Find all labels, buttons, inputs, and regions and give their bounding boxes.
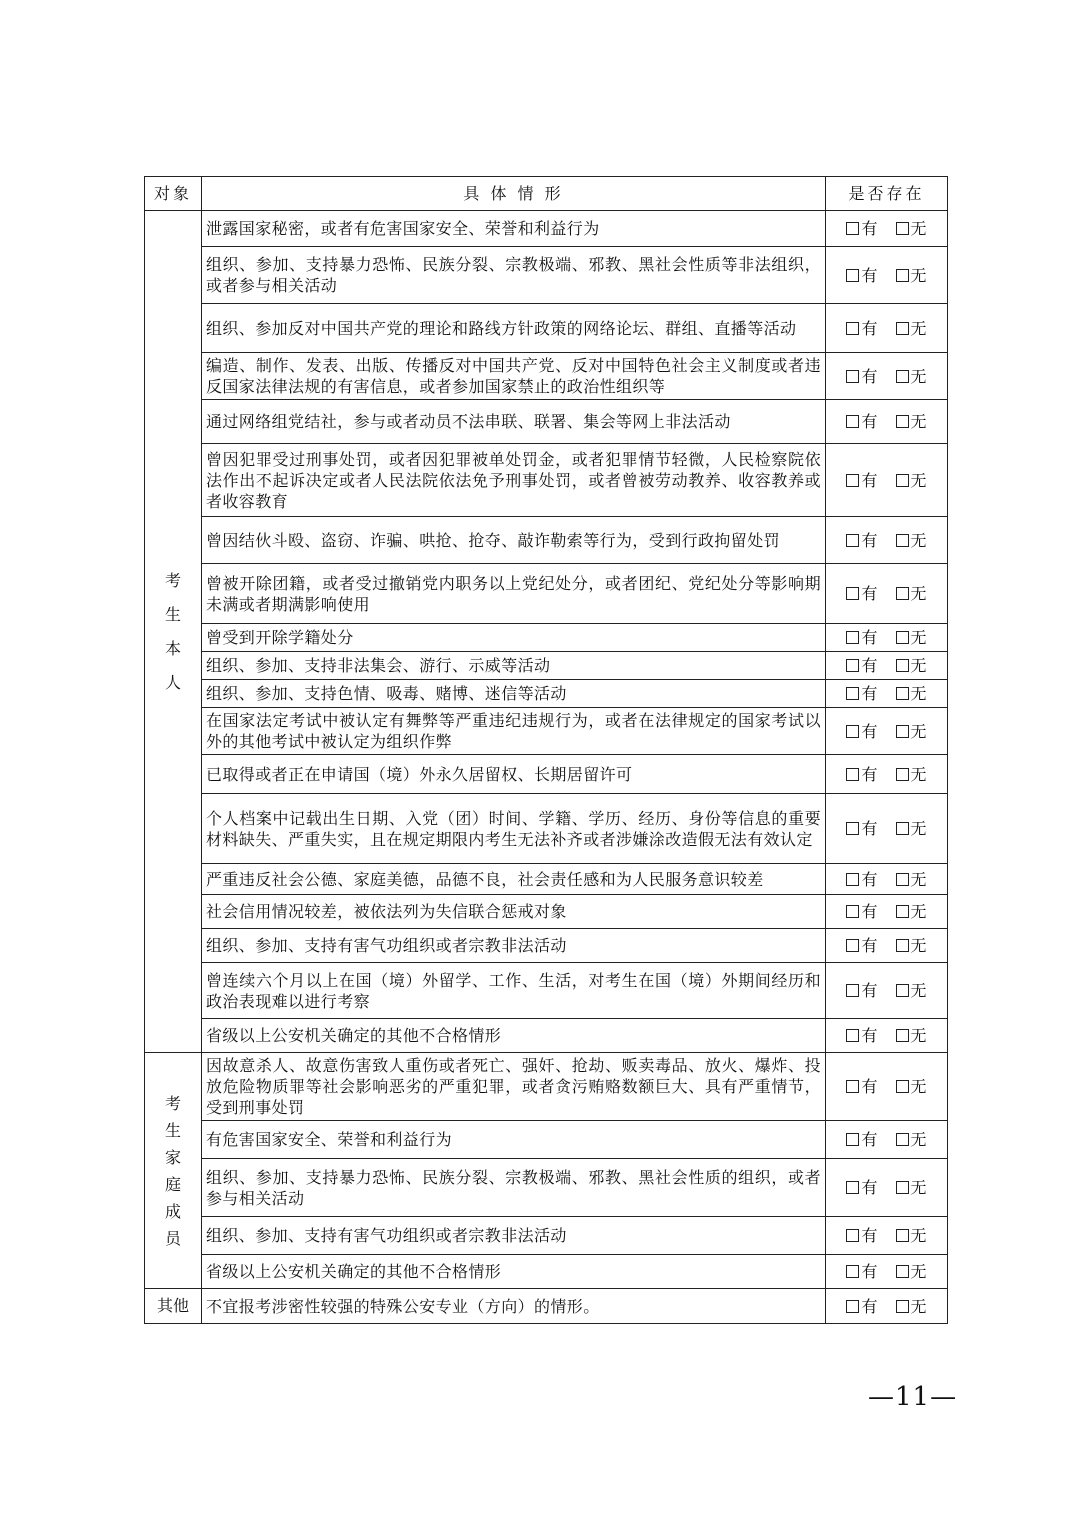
checkbox-label-yes: 有 <box>861 1077 878 1096</box>
condition-text: 组织、参加、支持有害气功组织或者宗教非法活动 <box>202 929 826 963</box>
checkbox-yes[interactable] <box>846 687 859 700</box>
option-no[interactable] <box>896 818 927 839</box>
option-yes[interactable] <box>846 411 877 432</box>
checkbox-yes[interactable] <box>846 725 859 738</box>
checkbox-label-yes: 有 <box>861 721 878 741</box>
condition-text: 组织、参加、支持有害气功组织或者宗教非法活动 <box>202 1217 826 1255</box>
checkbox-label-no: 无 <box>910 1026 927 1045</box>
option-no[interactable] <box>896 530 927 551</box>
checkbox-no[interactable] <box>896 269 909 282</box>
checkbox-label-no: 无 <box>910 1077 927 1096</box>
table-row <box>145 211 948 247</box>
table-row <box>145 400 948 444</box>
checkbox-label-yes: 有 <box>861 412 878 431</box>
checkbox-label-yes: 有 <box>861 318 878 338</box>
checkbox-no[interactable] <box>896 1080 909 1093</box>
option-no[interactable] <box>896 366 927 387</box>
checkbox-label-no: 无 <box>910 721 927 741</box>
object-label-char: 考 <box>164 570 181 590</box>
exists-cell <box>826 211 948 247</box>
checkbox-label-yes: 有 <box>861 628 878 647</box>
table-row <box>145 1053 948 1121</box>
checkbox-no[interactable] <box>896 939 909 952</box>
exists-cell <box>826 444 948 517</box>
exists-cell <box>826 1217 948 1255</box>
exists-cell <box>826 353 948 400</box>
checkbox-label-yes: 有 <box>861 1130 878 1149</box>
option-yes[interactable] <box>846 583 877 604</box>
condition-text: 不宜报考涉密性较强的特殊公安专业（方向）的情形。 <box>202 1289 826 1324</box>
object-label-char: 其他 <box>156 1296 189 1315</box>
exists-cell <box>826 929 948 963</box>
checkbox-yes[interactable] <box>846 322 859 335</box>
checkbox-no[interactable] <box>896 687 909 700</box>
condition-text: 严重违反社会公德、家庭美德，品德不良，社会责任感和为人民服务意识较差 <box>202 864 826 895</box>
checkbox-yes[interactable] <box>846 534 859 547</box>
option-no[interactable] <box>896 411 927 432</box>
checkbox-yes[interactable] <box>846 1300 859 1313</box>
exists-cell <box>826 400 948 444</box>
option-no[interactable] <box>896 1076 927 1097</box>
checkbox-yes[interactable] <box>846 984 859 997</box>
table-body <box>145 211 948 1324</box>
checkbox-label-yes: 有 <box>861 1026 878 1045</box>
option-no[interactable] <box>896 1129 927 1150</box>
option-yes[interactable] <box>846 721 877 742</box>
table-row <box>145 1159 948 1217</box>
checkbox-label-yes: 有 <box>861 1226 878 1245</box>
table-row <box>145 794 948 864</box>
checkbox-no[interactable] <box>896 1133 909 1146</box>
checkbox-no[interactable] <box>896 322 909 335</box>
object-cell <box>145 211 202 1053</box>
option-no[interactable] <box>896 1177 927 1198</box>
checkbox-yes[interactable] <box>846 370 859 383</box>
object-label-char: 考 <box>164 1093 181 1113</box>
checkbox-label-no: 无 <box>910 584 927 603</box>
checkbox-label-no: 无 <box>910 318 927 338</box>
checkbox-yes[interactable] <box>846 659 859 672</box>
option-yes[interactable] <box>846 869 877 890</box>
checkbox-yes[interactable] <box>846 1029 859 1042</box>
checkbox-label-no: 无 <box>910 530 927 550</box>
checkbox-label-yes: 有 <box>861 764 878 784</box>
table-row <box>145 444 948 517</box>
exists-cell <box>826 517 948 564</box>
table-row <box>145 1289 948 1324</box>
option-no[interactable] <box>896 935 927 956</box>
checkbox-yes[interactable] <box>846 768 859 781</box>
exists-cell <box>826 564 948 624</box>
condition-text: 泄露国家秘密，或者有危害国家安全、荣誉和利益行为 <box>202 211 826 247</box>
checkbox-no[interactable] <box>896 725 909 738</box>
checkbox-label-no: 无 <box>910 412 927 431</box>
exists-cell <box>826 864 948 895</box>
condition-text: 曾因结伙斗殴、盗窃、诈骗、哄抢、抢夺、敲诈勒索等行为，受到行政拘留处罚 <box>202 517 826 564</box>
table-row <box>145 304 948 353</box>
exists-cell <box>826 963 948 1019</box>
table-row <box>145 895 948 929</box>
option-yes[interactable] <box>846 218 877 239</box>
condition-text: 组织、参加、支持暴力恐怖、民族分裂、宗教极端、邪教、黑社会性质等非法组织，或者参与相关活动 <box>202 247 826 304</box>
checkbox-yes[interactable] <box>846 1229 859 1242</box>
checkbox-no[interactable] <box>896 370 909 383</box>
option-no[interactable] <box>896 683 927 704</box>
checkbox-label-yes: 有 <box>861 684 878 703</box>
checkbox-no[interactable] <box>896 984 909 997</box>
object-label-char: 家 <box>164 1147 181 1167</box>
table-row <box>145 353 948 400</box>
checkbox-label-no: 无 <box>910 764 927 784</box>
condition-text: 组织、参加、支持暴力恐怖、民族分裂、宗教极端、邪教、黑社会性质的组织，或者参与相关活动 <box>202 1159 826 1217</box>
table-row <box>145 708 948 755</box>
checkbox-label-yes: 有 <box>861 869 878 889</box>
condition-text: 组织、参加反对中国共产党的理论和路线方针政策的网络论坛、群组、直播等活动 <box>202 304 826 353</box>
checkbox-label-no: 无 <box>910 219 927 238</box>
checkbox-label-yes: 有 <box>861 656 878 675</box>
header-object: 对象 <box>145 177 202 211</box>
checkbox-yes[interactable] <box>846 474 859 487</box>
checkbox-label-no: 无 <box>910 366 927 386</box>
checkbox-yes[interactable] <box>846 939 859 952</box>
option-yes[interactable] <box>846 683 877 704</box>
option-no[interactable] <box>896 721 927 742</box>
checkbox-label-yes: 有 <box>861 1296 878 1316</box>
table-row <box>145 247 948 304</box>
checkbox-label-yes: 有 <box>861 981 878 1000</box>
option-yes[interactable] <box>846 1177 877 1198</box>
condition-text: 因故意杀人、故意伤害致人重伤或者死亡、强奸、抢劫、贩卖毒品、放火、爆炸、投放危险物质罪等社会影响恶劣的严重犯罪，或者贪污贿赂数额巨大、具有严重情节，受到刑事处罚 <box>202 1053 826 1121</box>
option-yes[interactable] <box>846 318 877 339</box>
condition-text: 社会信用情况较差，被依法列为失信联合惩戒对象 <box>202 895 826 929</box>
object-label-char: 生 <box>164 604 181 624</box>
condition-text: 已取得或者正在申请国（境）外永久居留权、长期居留许可 <box>202 755 826 794</box>
checkbox-label-no: 无 <box>910 265 927 285</box>
option-no[interactable] <box>896 980 927 1001</box>
option-yes[interactable] <box>846 818 877 839</box>
option-no[interactable] <box>896 901 927 922</box>
exists-cell <box>826 247 948 304</box>
table-row <box>145 929 948 963</box>
object-cell <box>145 1289 202 1324</box>
checkbox-no[interactable] <box>896 415 909 428</box>
checkbox-label-no: 无 <box>910 819 927 838</box>
exists-cell <box>826 1019 948 1053</box>
option-yes[interactable] <box>846 980 877 1001</box>
table-row <box>145 517 948 564</box>
option-no[interactable] <box>896 655 927 676</box>
option-no[interactable] <box>896 218 927 239</box>
condition-text: 曾受到开除学籍处分 <box>202 624 826 652</box>
condition-text: 有危害国家安全、荣誉和利益行为 <box>202 1121 826 1159</box>
checkbox-label-yes: 有 <box>861 1262 878 1281</box>
checkbox-label-yes: 有 <box>861 584 878 603</box>
exists-cell <box>826 652 948 680</box>
checkbox-label-no: 无 <box>910 1262 927 1281</box>
checkbox-label-yes: 有 <box>861 219 878 238</box>
checkbox-yes[interactable] <box>846 415 859 428</box>
condition-text: 通过网络组党结社，参与或者动员不法串联、联署、集会等网上非法活动 <box>202 400 826 444</box>
checkbox-no[interactable] <box>896 873 909 886</box>
checkbox-label-yes: 有 <box>861 902 878 921</box>
eligibility-checklist-table <box>144 176 948 1324</box>
exists-cell <box>826 895 948 929</box>
option-yes[interactable] <box>846 655 877 676</box>
condition-text: 省级以上公安机关确定的其他不合格情形 <box>202 1019 826 1053</box>
checkbox-yes[interactable] <box>846 1181 859 1194</box>
exists-cell <box>826 1053 948 1121</box>
checkbox-no[interactable] <box>896 768 909 781</box>
table-row <box>145 755 948 794</box>
option-yes[interactable] <box>846 764 877 785</box>
condition-text: 在国家法定考试中被认定有舞弊等严重违纪违规行为，或者在法律规定的国家考试以外的其他考试中被认定为组织作弊 <box>202 708 826 755</box>
exists-cell <box>826 1289 948 1324</box>
checkbox-label-no: 无 <box>910 628 927 647</box>
option-no[interactable] <box>896 764 927 785</box>
table-row <box>145 680 948 708</box>
checkbox-yes[interactable] <box>846 587 859 600</box>
checkbox-yes[interactable] <box>846 873 859 886</box>
option-no[interactable] <box>896 318 927 339</box>
condition-text: 组织、参加、支持色情、吸毒、赌博、迷信等活动 <box>202 680 826 708</box>
checkbox-label-no: 无 <box>910 869 927 889</box>
checkbox-label-yes: 有 <box>861 470 878 490</box>
object-cell <box>145 1053 202 1289</box>
checkbox-yes[interactable] <box>846 1133 859 1146</box>
checkbox-yes[interactable] <box>846 1265 859 1278</box>
table-row <box>145 963 948 1019</box>
object-label-char: 成 <box>164 1201 181 1221</box>
option-no[interactable] <box>896 627 927 648</box>
table-row <box>145 624 948 652</box>
checkbox-no[interactable] <box>896 822 909 835</box>
checkbox-label-yes: 有 <box>861 936 878 955</box>
option-yes[interactable] <box>846 1225 877 1246</box>
checkbox-no[interactable] <box>896 1300 909 1313</box>
checkbox-label-no: 无 <box>910 1226 927 1245</box>
option-yes[interactable] <box>846 530 877 551</box>
checkbox-label-no: 无 <box>910 684 927 703</box>
checkbox-no[interactable] <box>896 659 909 672</box>
checkbox-label-yes: 有 <box>861 1178 878 1197</box>
checkbox-yes[interactable] <box>846 222 859 235</box>
option-yes[interactable] <box>846 470 877 491</box>
checkbox-yes[interactable] <box>846 822 859 835</box>
table-row <box>145 864 948 895</box>
object-label-char: 人 <box>164 672 181 692</box>
object-label-char: 员 <box>164 1228 181 1248</box>
object-label-char: 庭 <box>164 1174 181 1194</box>
exists-cell <box>826 794 948 864</box>
header-detail: 具 体 情 形 <box>202 177 826 211</box>
exists-cell <box>826 755 948 794</box>
table-row <box>145 564 948 624</box>
table-row <box>145 1121 948 1159</box>
table-header-row <box>145 177 948 211</box>
checkbox-label-no: 无 <box>910 1130 927 1149</box>
checkbox-no[interactable] <box>896 905 909 918</box>
page-number: —11— <box>868 1382 958 1412</box>
option-no[interactable] <box>896 470 927 491</box>
checkbox-label-yes: 有 <box>861 530 878 550</box>
checkbox-label-yes: 有 <box>861 819 878 838</box>
option-yes[interactable] <box>846 265 877 286</box>
object-label-char: 本 <box>164 638 181 658</box>
exists-cell <box>826 304 948 353</box>
object-label-char: 生 <box>164 1120 181 1140</box>
option-no[interactable] <box>896 265 927 286</box>
checkbox-yes[interactable] <box>846 631 859 644</box>
checkbox-no[interactable] <box>896 534 909 547</box>
condition-text: 省级以上公安机关确定的其他不合格情形 <box>202 1255 826 1289</box>
exists-cell <box>826 624 948 652</box>
condition-text: 曾因犯罪受过刑事处罚，或者因犯罪被单处罚金，或者犯罪情节轻微，人民检察院依法作出不起诉决定或者人民法院依法免予刑事处罚，或者曾被劳动教养、收容教养或者收容教育 <box>202 444 826 517</box>
checkbox-yes[interactable] <box>846 269 859 282</box>
option-yes[interactable] <box>846 1025 877 1046</box>
exists-cell <box>826 708 948 755</box>
condition-text: 曾被开除团籍，或者受过撤销党内职务以上党纪处分，或者团纪、党纪处分等影响期未满或者期满影响使用 <box>202 564 826 624</box>
checkbox-no[interactable] <box>896 1029 909 1042</box>
option-yes[interactable] <box>846 935 877 956</box>
checkbox-label-no: 无 <box>910 902 927 921</box>
checkbox-label-no: 无 <box>910 656 927 675</box>
checkbox-yes[interactable] <box>846 1080 859 1093</box>
option-no[interactable] <box>896 583 927 604</box>
table-row <box>145 1217 948 1255</box>
option-yes[interactable] <box>846 1296 877 1317</box>
checkbox-no[interactable] <box>896 1229 909 1242</box>
exists-cell <box>826 1255 948 1289</box>
checkbox-no[interactable] <box>896 222 909 235</box>
checkbox-no[interactable] <box>896 631 909 644</box>
condition-text: 曾连续六个月以上在国（境）外留学、工作、生活，对考生在国（境）外期间经历和政治表现难以进行考察 <box>202 963 826 1019</box>
option-yes[interactable] <box>846 1261 877 1282</box>
option-no[interactable] <box>896 1025 927 1046</box>
checkbox-label-no: 无 <box>910 1178 927 1197</box>
checkbox-label-no: 无 <box>910 470 927 490</box>
option-no[interactable] <box>896 869 927 890</box>
exists-cell <box>826 680 948 708</box>
checkbox-label-no: 无 <box>910 936 927 955</box>
checkbox-no[interactable] <box>896 587 909 600</box>
checkbox-no[interactable] <box>896 474 909 487</box>
condition-text: 组织、参加、支持非法集会、游行、示威等活动 <box>202 652 826 680</box>
checkbox-label-no: 无 <box>910 981 927 1000</box>
checkbox-label-no: 无 <box>910 1296 927 1316</box>
condition-text: 编造、制作、发表、出版、传播反对中国共产党、反对中国特色社会主义制度或者违反国家法律法规的有害信息，或者参加国家禁止的政治性组织等 <box>202 353 826 400</box>
option-yes[interactable] <box>846 1076 877 1097</box>
option-yes[interactable] <box>846 627 877 648</box>
condition-text: 个人档案中记载出生日期、入党（团）时间、学籍、学历、经历、身份等信息的重要材料缺失、严重失实，且在规定期限内考生无法补齐或者涉嫌涂改造假无法有效认定 <box>202 794 826 864</box>
option-no[interactable] <box>896 1261 927 1282</box>
option-yes[interactable] <box>846 1129 877 1150</box>
checkbox-label-yes: 有 <box>861 366 878 386</box>
header-exists: 是否存在 <box>826 177 948 211</box>
table-row <box>145 1255 948 1289</box>
option-no[interactable] <box>896 1296 927 1317</box>
checkbox-no[interactable] <box>896 1265 909 1278</box>
exists-cell <box>826 1159 948 1217</box>
checkbox-no[interactable] <box>896 1181 909 1194</box>
option-no[interactable] <box>896 1225 927 1246</box>
checkbox-yes[interactable] <box>846 905 859 918</box>
exists-cell <box>826 1121 948 1159</box>
table-row <box>145 1019 948 1053</box>
option-yes[interactable] <box>846 901 877 922</box>
checkbox-label-yes: 有 <box>861 265 878 285</box>
option-yes[interactable] <box>846 366 877 387</box>
table-row <box>145 652 948 680</box>
